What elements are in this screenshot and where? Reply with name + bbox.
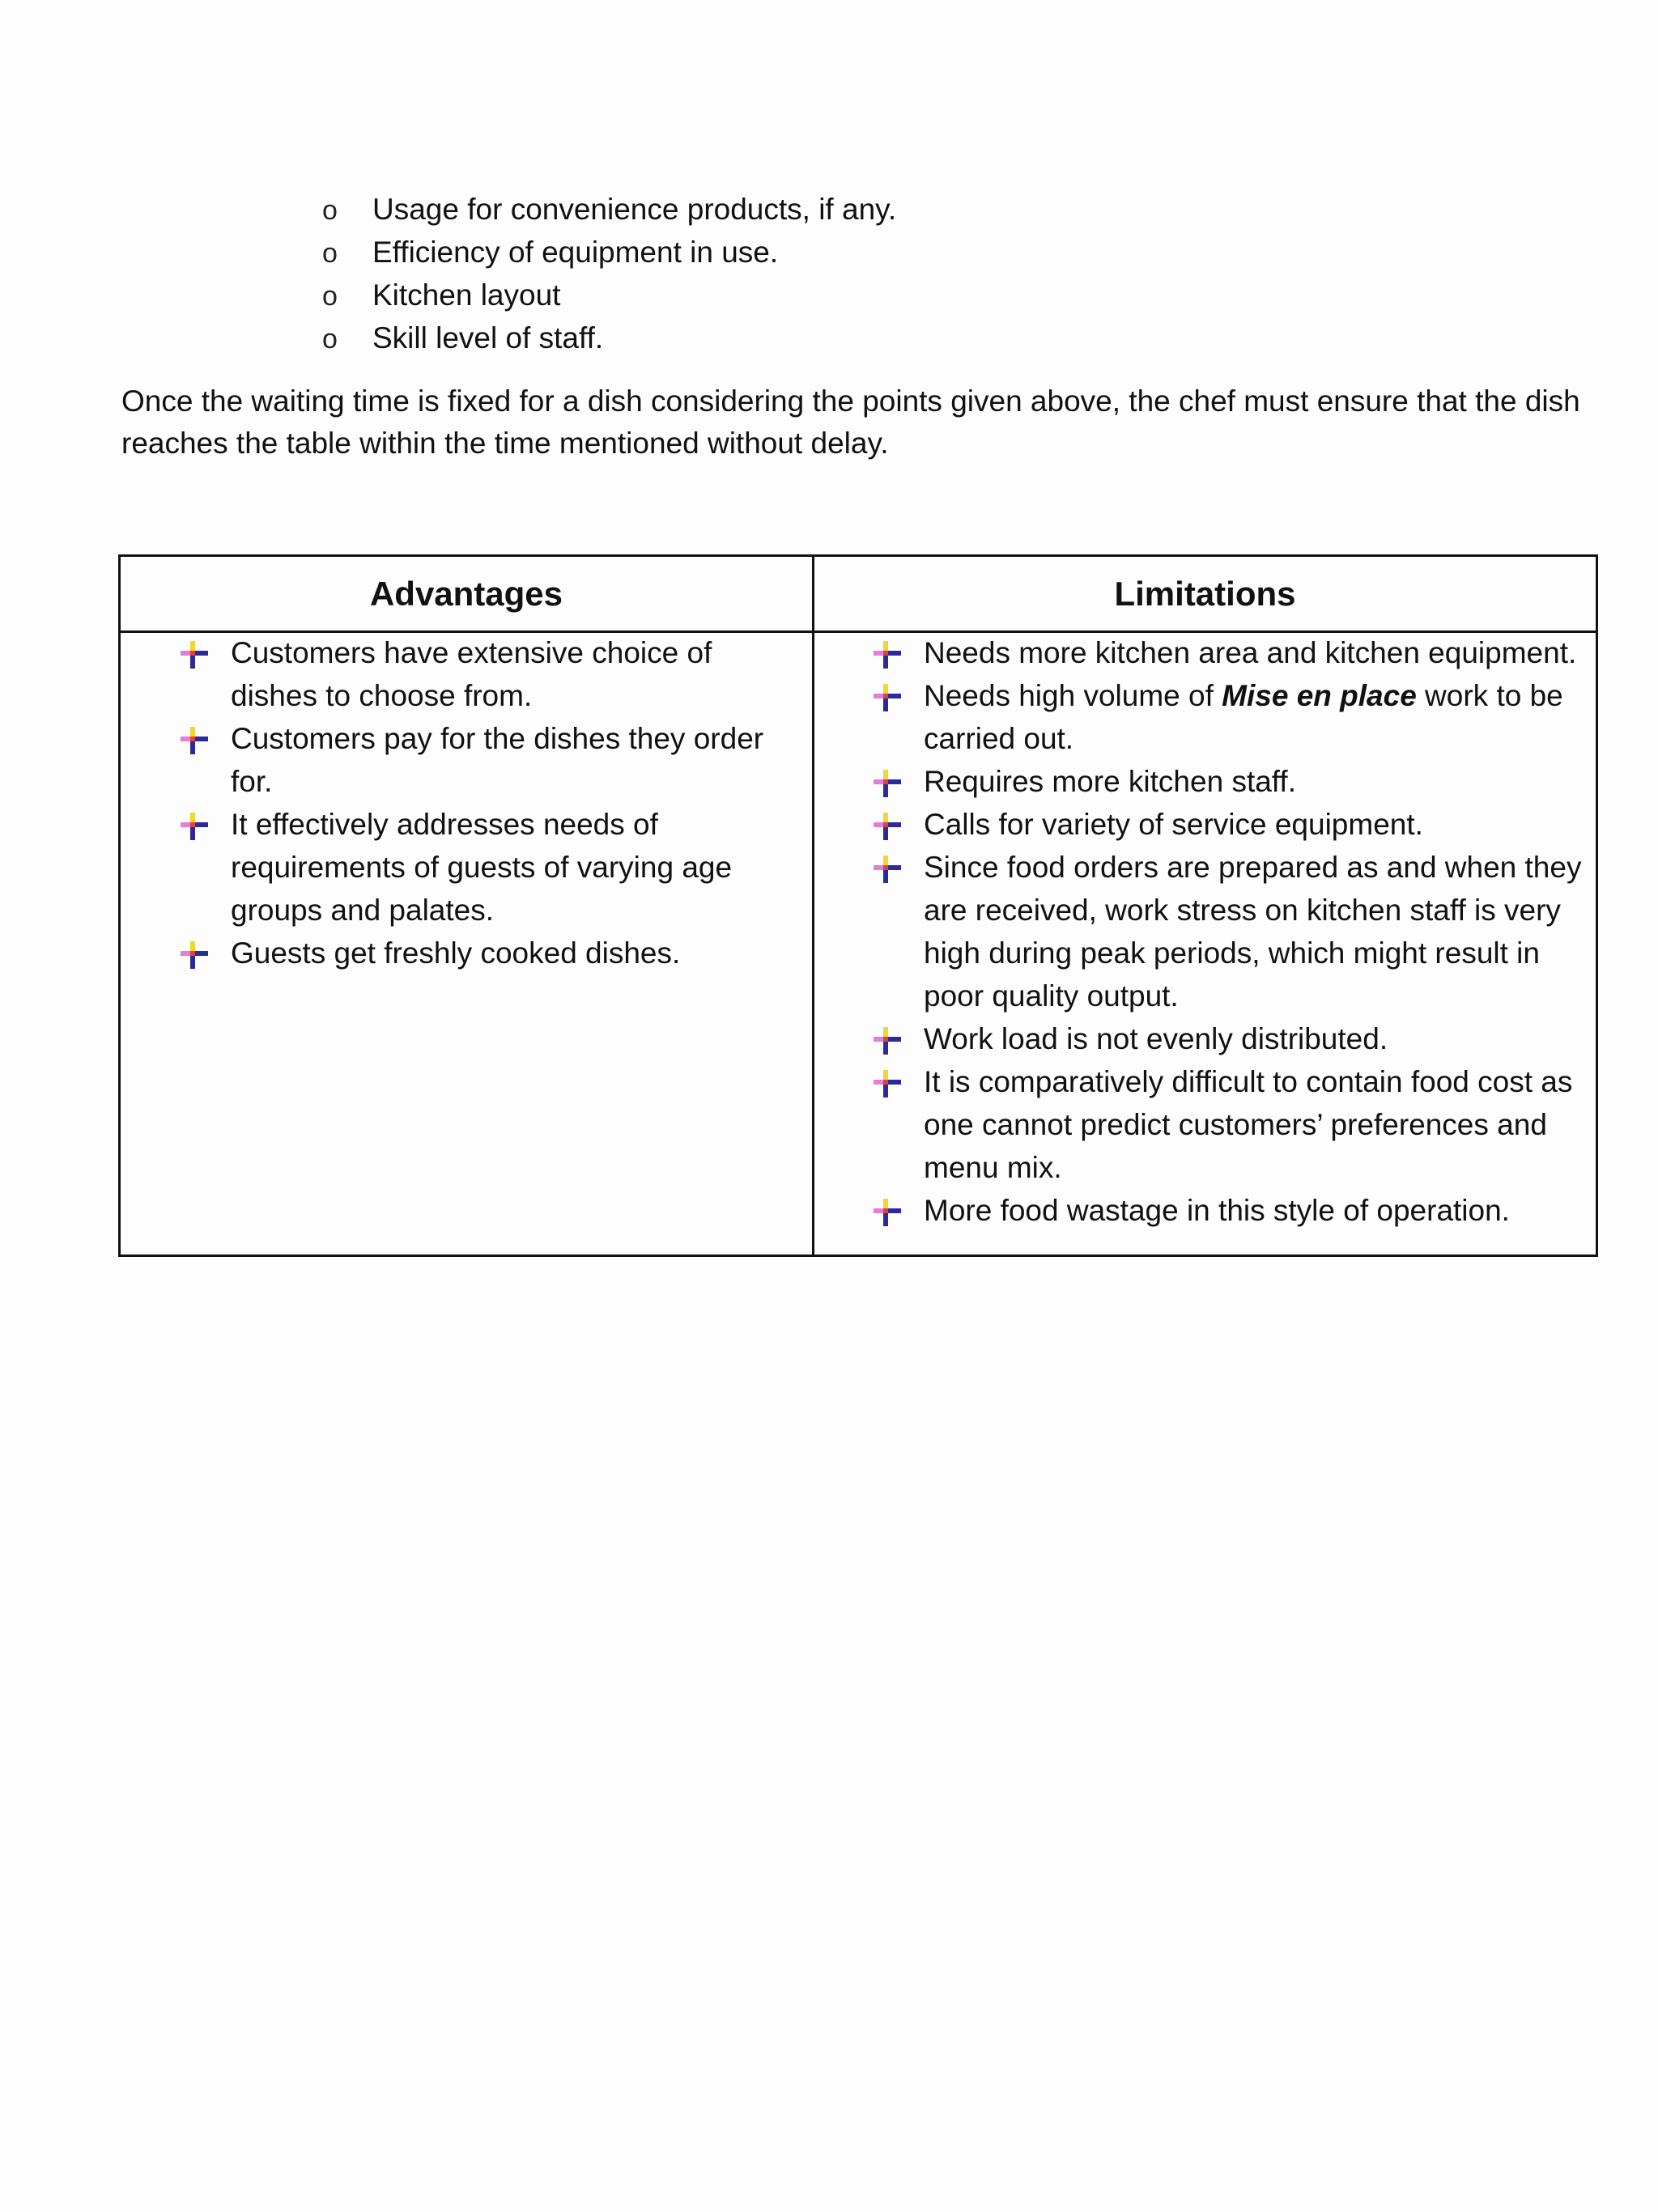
hollow-bullet-marker: o bbox=[322, 281, 338, 312]
list-item bbox=[874, 1189, 1586, 1232]
cross-bullet-icon bbox=[181, 803, 231, 846]
list-item bbox=[181, 803, 804, 932]
cross-bullet-icon bbox=[874, 631, 924, 674]
list-item bbox=[322, 188, 896, 231]
list-item bbox=[874, 803, 1586, 846]
hollow-bullet-marker: o bbox=[322, 324, 338, 355]
limitation-text: Work load is not evenly distributed. bbox=[924, 1022, 1388, 1055]
column-divider bbox=[812, 557, 814, 1255]
limitation-text: It is comparatively difficult to contain food cost as one cannot predict customers’ preferences and menu mix. bbox=[924, 1065, 1573, 1184]
advantage-text: Customers pay for the dishes they order for. bbox=[231, 722, 764, 798]
list-item bbox=[874, 846, 1586, 1017]
limitation-text bbox=[924, 674, 1586, 760]
sub-point-list bbox=[322, 188, 896, 359]
advantages-header: Advantages bbox=[369, 574, 563, 613]
list-item bbox=[874, 760, 1586, 803]
list-item bbox=[322, 231, 896, 274]
limitation-text: More food wastage in this style of operation. bbox=[924, 1194, 1510, 1227]
limitation-text: Needs more kitchen area and kitchen equipment. bbox=[924, 636, 1577, 669]
limitations-header: Limitations bbox=[1114, 574, 1296, 613]
list-item bbox=[874, 1060, 1586, 1189]
list-item bbox=[322, 274, 896, 316]
sub-point-text: Efficiency of equipment in use. bbox=[372, 236, 779, 269]
hollow-bullet-marker: o bbox=[322, 238, 338, 269]
cross-bullet-icon bbox=[874, 1017, 924, 1060]
body-paragraph: Once the waiting time is fixed for a dish considering the points given above, the chef must ensure that the dish reaches the table within the time mentioned without delay. bbox=[121, 384, 1580, 460]
limitations-list bbox=[874, 631, 1586, 1232]
limitation-text: Since food orders are prepared as and when they are received, work stress on kitchen staff is very high during peak periods, which might result in poor quality output. bbox=[924, 851, 1582, 1013]
cross-bullet-icon bbox=[874, 1060, 924, 1103]
sub-point-text: Usage for convenience products, if any. bbox=[372, 193, 897, 226]
list-item bbox=[874, 674, 1586, 760]
advantage-text: It effectively addresses needs of requirements of guests of varying age groups and palates. bbox=[231, 808, 733, 927]
sub-point-text: Skill level of staff. bbox=[372, 321, 604, 355]
list-item bbox=[322, 316, 896, 359]
list-item bbox=[181, 717, 804, 803]
cross-bullet-icon bbox=[874, 803, 924, 846]
advantage-text: Guests get freshly cooked dishes. bbox=[231, 936, 681, 970]
limitation-text: Calls for variety of service equipment. bbox=[924, 808, 1423, 841]
list-item bbox=[181, 932, 804, 974]
advantages-list bbox=[181, 631, 804, 974]
cross-bullet-icon bbox=[181, 932, 231, 974]
cross-bullet-icon bbox=[874, 846, 924, 889]
limitation-text: Requires more kitchen staff. bbox=[924, 765, 1296, 798]
cross-bullet-icon bbox=[874, 760, 924, 803]
cross-bullet-icon bbox=[874, 674, 924, 717]
cross-bullet-icon bbox=[874, 1189, 924, 1232]
sub-point-text: Kitchen layout bbox=[372, 278, 561, 312]
list-item bbox=[181, 631, 804, 717]
list-item bbox=[874, 631, 1586, 674]
cross-bullet-icon bbox=[181, 631, 231, 674]
limitation-text-part: work to be carried out. bbox=[924, 679, 1563, 755]
list-item bbox=[874, 1017, 1586, 1060]
advantages-limitations-table bbox=[118, 554, 1598, 1257]
limitation-text-part: Needs high volume of bbox=[924, 679, 1222, 712]
emphasis-term: Mise en place bbox=[1222, 679, 1417, 712]
hollow-bullet-marker: o bbox=[322, 195, 338, 226]
advantage-text: Customers have extensive choice of dishes to choose from. bbox=[231, 636, 712, 712]
cross-bullet-icon bbox=[181, 717, 231, 760]
